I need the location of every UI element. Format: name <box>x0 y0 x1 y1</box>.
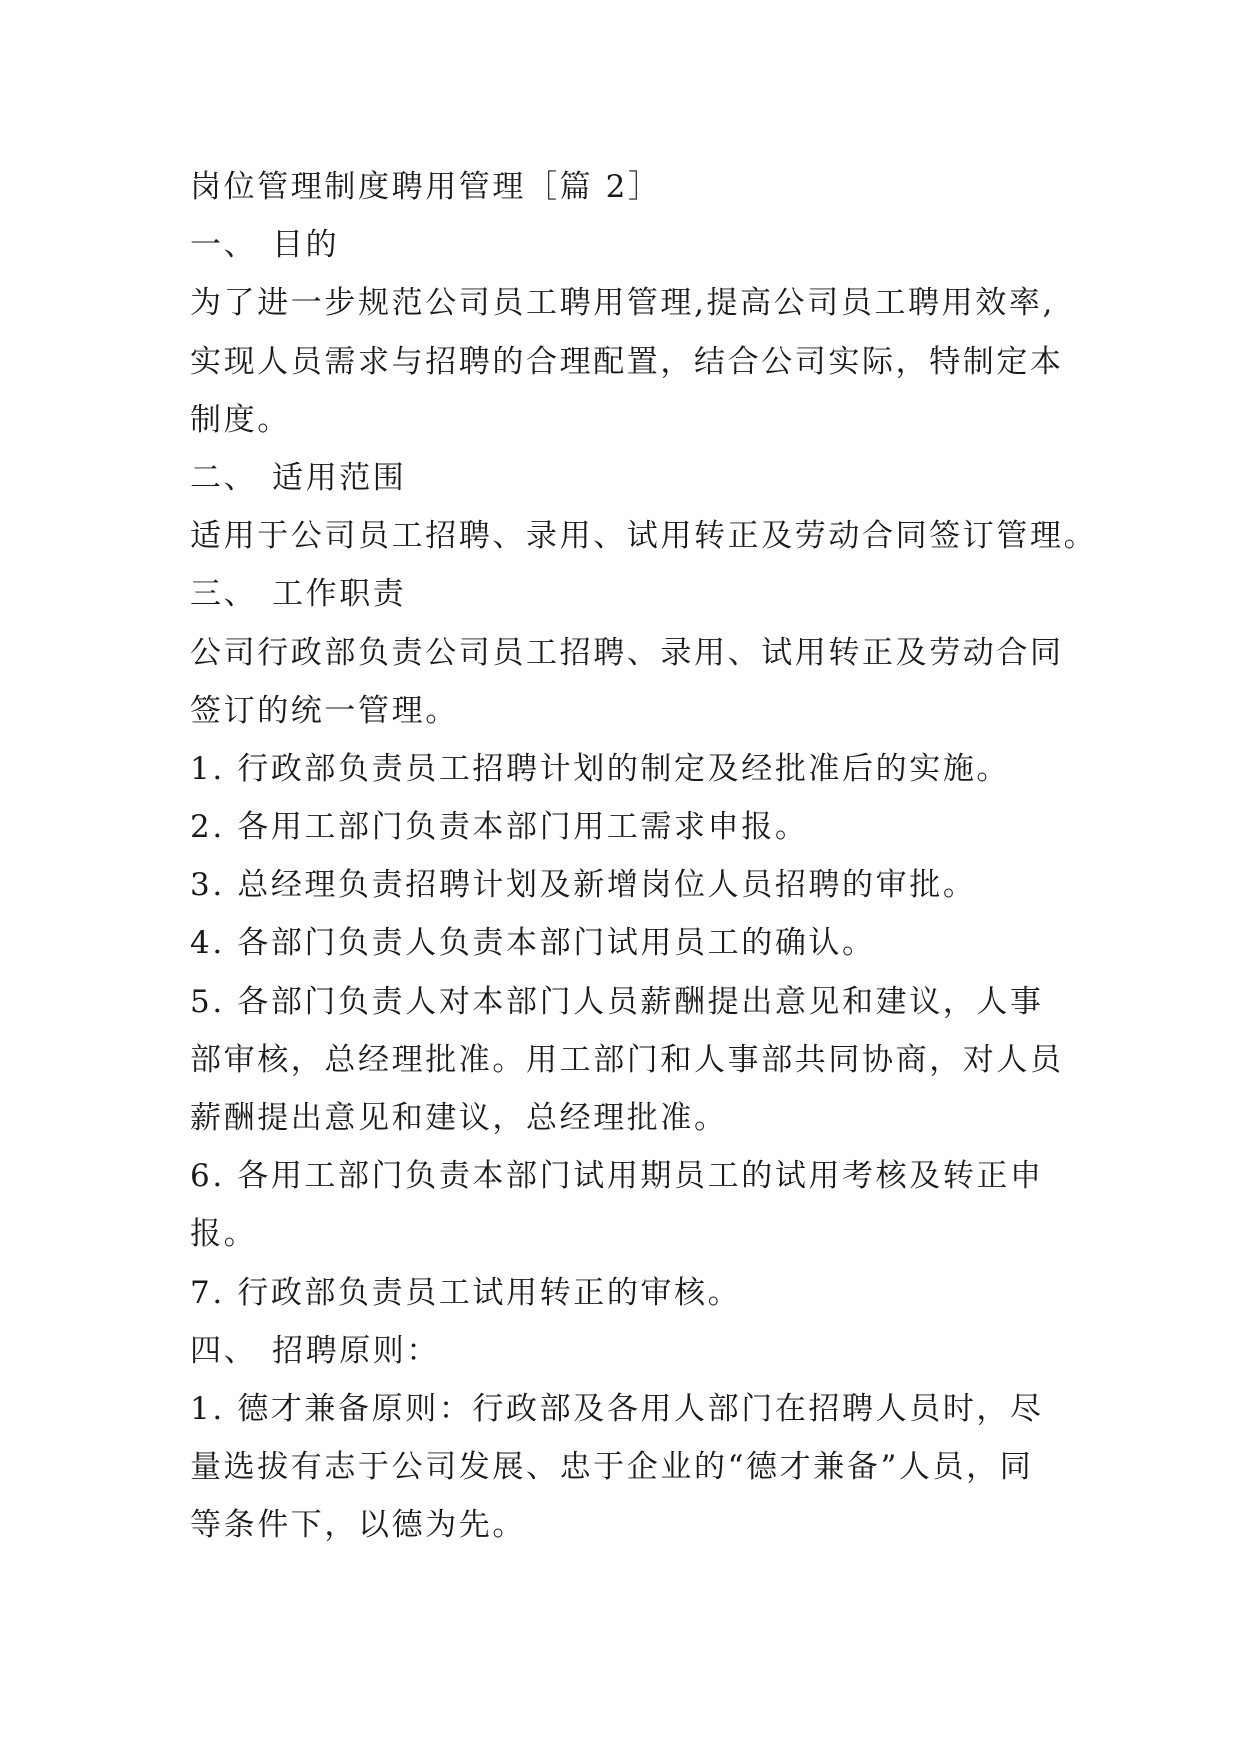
list-item: 1. 德才兼备原则：行政部及各用人部门在招聘人员时，尽 <box>190 1390 1044 1427</box>
document-body <box>190 158 1098 1555</box>
list-item: 1. 行政部负责员工招聘计划的制定及经批准后的实施。 <box>190 750 1011 787</box>
section-heading <box>190 216 1070 274</box>
list-item: 6. 各用工部门负责本部门试用期员工的试用考核及转正申 <box>190 1158 1044 1195</box>
paragraph-line: 报。 <box>190 1216 258 1253</box>
section-number: 一、 <box>190 227 258 264</box>
paragraph-line: 为了进一步规范公司员工聘用管理,提高公司员工聘用效率, <box>190 285 1055 322</box>
paragraph-line: 量选拔有志于公司发展、忠于企业的“德才兼备”人员，同 <box>190 1449 1034 1486</box>
section-number: 二、 <box>190 459 258 496</box>
paragraph-line: 部审核，总经理批准。用工部门和人事部共同协商，对人员 <box>190 1041 1064 1078</box>
document-title: 岗位管理制度聘用管理［篇 2］ <box>190 169 662 205</box>
section-heading <box>190 565 1070 623</box>
paragraph-line: 实现人员需求与招聘的合理配置，结合公司实际，特制定本 <box>190 343 1064 380</box>
section-title: 工作职责 <box>272 576 407 613</box>
paragraph-line: 等条件下，以德为先。 <box>190 1507 526 1544</box>
section-title: 适用范围 <box>272 459 407 496</box>
paragraph-line: 适用于公司员工招聘、录用、试用转正及劳动合同签订管理。 <box>190 518 1098 555</box>
list-item: 5. 各部门负责人对本部门人员薪酬提出意见和建议，人事 <box>190 983 1044 1020</box>
section-title: 目的 <box>272 227 340 264</box>
paragraph-line: 制度。 <box>190 401 291 438</box>
list-item: 2. 各用工部门负责本部门用工需求申报。 <box>190 809 809 846</box>
list-item: 3. 总经理负责招聘计划及新增岗位人员招聘的审批。 <box>190 867 977 904</box>
section-title: 招聘原则： <box>272 1332 440 1369</box>
list-item: 7. 行政部负责员工试用转正的审核。 <box>190 1274 742 1311</box>
section-number: 三、 <box>190 576 258 613</box>
section-heading <box>190 449 1070 507</box>
paragraph-line: 薪酬提出意见和建议，总经理批准。 <box>190 1100 728 1136</box>
paragraph-line: 签订的统一管理。 <box>190 692 459 729</box>
list-item: 4. 各部门负责人负责本部门试用员工的确认。 <box>190 925 876 962</box>
paragraph-line: 公司行政部负责公司员工招聘、录用、试用转正及劳动合同 <box>190 634 1064 671</box>
section-number: 四、 <box>190 1332 258 1369</box>
section-heading <box>190 1322 1070 1380</box>
